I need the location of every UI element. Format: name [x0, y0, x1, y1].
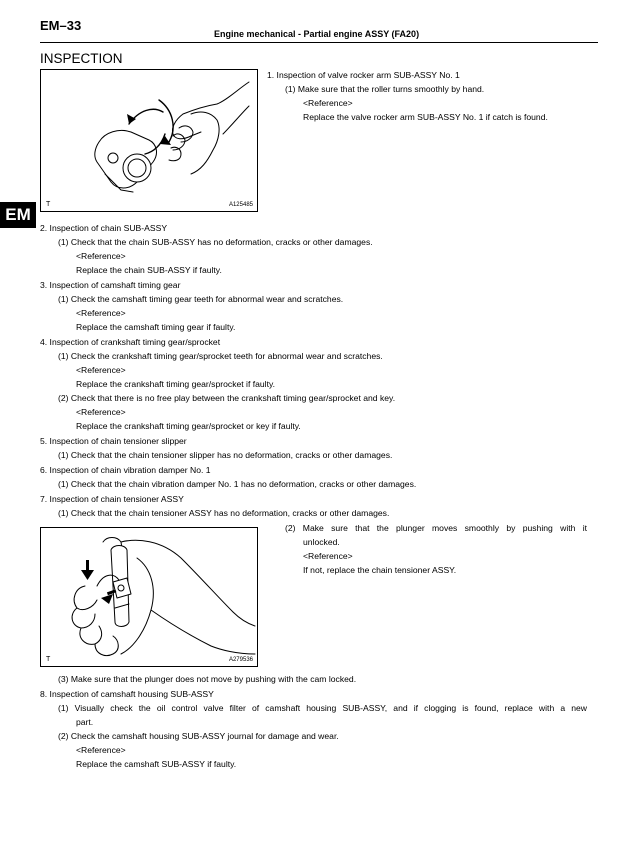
step-heading: 6. Inspection of chain vibration damper No. 1 — [40, 465, 211, 475]
step-heading: 3. Inspection of camshaft timing gear — [40, 280, 181, 290]
substep-text: (1) Make sure that the roller turns smoothly by hand. — [285, 84, 485, 94]
chain-tensioner-illustration — [41, 528, 257, 666]
figure-rocker-arm — [40, 69, 258, 212]
section-title: INSPECTION — [40, 51, 123, 66]
reference-label: <Reference> — [76, 308, 126, 318]
figure-chain-tensioner — [40, 527, 258, 667]
reference-label: <Reference> — [76, 745, 126, 755]
step-heading: 5. Inspection of chain tensioner slipper — [40, 436, 187, 446]
reference-label: <Reference> — [303, 98, 353, 108]
reference-label: <Reference> — [76, 251, 126, 261]
step-heading: 4. Inspection of crankshaft timing gear/sprocket — [40, 337, 221, 347]
reference-text: Replace the chain SUB-ASSY if faulty. — [76, 265, 222, 275]
step-heading: 2. Inspection of chain SUB-ASSY — [40, 223, 168, 233]
substep-text: (2) Check the camshaft housing SUB-ASSY journal for damage and wear. — [58, 731, 339, 741]
substep-text: (3) Make sure that the plunger does not move by pushing with the cam locked. — [58, 674, 357, 684]
substep-text: (1) Check that the chain SUB-ASSY has no deformation, cracks or other damages. — [58, 237, 373, 247]
substep-text: (2) Check that there is no free play between the crankshaft timing gear/sprocket and key. — [58, 393, 396, 403]
figure-marker: T — [46, 656, 51, 663]
substep-text-continued: unlocked. — [303, 537, 340, 547]
figure-id: A125485 — [228, 202, 253, 208]
substep-text: (2) Make sure that the plunger moves smoothly by pushing with it — [285, 523, 587, 533]
substep-text: (1) Check the crankshaft timing gear/sprocket teeth for abnormal wear and scratches. — [58, 351, 383, 361]
reference-label: <Reference> — [76, 407, 126, 417]
substep-text: (1) Visually check the oil control valve filter of camshaft housing SUB-ASSY, and if clogging is found, replace with a new — [58, 703, 587, 713]
figure-marker: T — [46, 201, 51, 208]
page-number: EM–33 — [40, 18, 82, 33]
reference-text: Replace the crankshaft timing gear/sprocket if faulty. — [76, 379, 276, 389]
reference-label: <Reference> — [76, 365, 126, 375]
step-heading: 7. Inspection of chain tensioner ASSY — [40, 494, 184, 504]
section-tab: EM — [0, 202, 36, 228]
reference-text: Replace the camshaft timing gear if faulty. — [76, 322, 236, 332]
substep-text: (1) Check that the chain vibration damper No. 1 has no deformation, cracks or other damages. — [58, 479, 417, 489]
substep-text: (1) Check that the chain tensioner ASSY has no deformation, cracks or other damages. — [58, 508, 390, 518]
step-heading: 1. Inspection of valve rocker arm SUB-ASSY No. 1 — [267, 70, 460, 80]
reference-text: Replace the valve rocker arm SUB-ASSY No. 1 if catch is found. — [303, 112, 548, 122]
reference-text: If not, replace the chain tensioner ASSY. — [303, 565, 457, 575]
reference-label: <Reference> — [303, 551, 353, 561]
reference-text: Replace the camshaft SUB-ASSY if faulty. — [76, 759, 237, 769]
figure-id: A279536 — [228, 657, 253, 663]
step-heading: 8. Inspection of camshaft housing SUB-ASSY — [40, 689, 214, 699]
substep-text-continued: part. — [76, 717, 94, 727]
substep-text: (1) Check that the chain tensioner slipper has no deformation, cracks or other damages. — [58, 450, 393, 460]
header-title: Engine mechanical - Partial engine ASSY (FA20) — [214, 29, 420, 39]
substep-text: (1) Check the camshaft timing gear teeth for abnormal wear and scratches. — [58, 294, 344, 304]
reference-text: Replace the crankshaft timing gear/sprocket or key if faulty. — [76, 421, 301, 431]
rocker-arm-illustration — [41, 70, 257, 211]
header-divider — [40, 42, 598, 43]
